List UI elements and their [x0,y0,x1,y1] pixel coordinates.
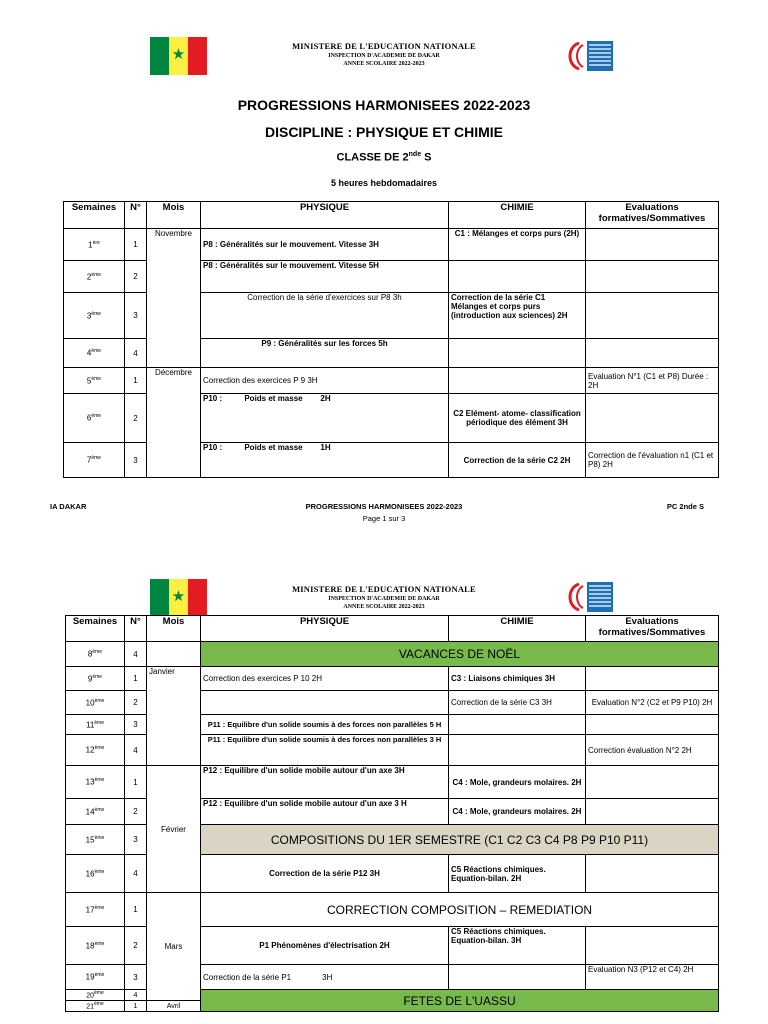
week-cell: 14ème [66,799,125,825]
footer-page: Page 1 sur 3 [362,514,406,523]
chimie-cell: Correction de la série C3 3H [449,691,586,715]
month-avril: Avril [147,1001,201,1012]
col-semaines: Semaines [66,616,125,642]
num-cell: 1 [125,766,147,799]
senegal-flag-icon: ★ [150,37,207,75]
senegal-flag-icon: ★ [150,579,207,617]
ministry-name: MINISTERE DE L'EDUCATION NATIONALE [292,584,476,594]
fetes-banner: FETES DE L'UASSU [201,990,719,1012]
physique-cell: P9 : Généralités sur les forces 5h [201,339,449,368]
chimie-cell: C5 Réactions chimiques. Equation-bilan. 2H [449,855,586,893]
ia-dakar-logo-icon [563,578,615,616]
table-row [66,893,719,927]
class-suffix: S [421,151,432,164]
table-row [66,766,719,799]
num-cell: 4 [125,339,147,368]
col-mois: Mois [147,616,201,642]
week-cell: 18ème [66,927,125,965]
chimie-cell: C5 Réactions chimiques. Equation-bilan. 3H [449,927,586,965]
footer-right: PC 2nde S [666,502,704,511]
physique-cell: Correction des exercices P 9 3H [201,368,449,394]
table-header-row [66,616,719,642]
physique-cell: P12 : Equilibre d'un solide mobile autour d'un axe 3 H [201,799,449,825]
chimie-cell: C2 Elément- atome- classification périodique des élément 3H [449,394,586,443]
ministry-header [270,584,498,610]
col-semaines: Semaines [64,202,125,229]
physique-cell: Correction de la série P1 3H [201,965,449,990]
eval-cell [586,229,719,261]
chimie-cell [449,339,586,368]
table-header-row [64,202,719,229]
chimie-cell: C1 : Mélanges et corps purs (2H) [449,229,586,261]
week-cell: 12ème [66,735,125,766]
col-mois: Mois [147,202,201,229]
eval-cell [586,339,719,368]
chimie-cell [449,735,586,766]
ia-dakar-logo-icon [563,37,615,75]
num-cell: 2 [125,799,147,825]
physique-cell: P8 : Généralités sur le mouvement. Vitesse 3H [201,229,449,261]
physique-cell [201,691,449,715]
eval-cell [586,855,719,893]
physique-cell: P8 : Généralités sur le mouvement. Vitesse 5H [201,261,449,293]
eval-cell [586,927,719,965]
progression-table-page2 [65,615,719,1012]
ministry-header [270,41,498,67]
num-cell: 3 [125,293,147,339]
physique-cell: P11 : Equilibre d'un solide soumis à des forces non parallèles 3 H [201,735,449,766]
chimie-cell: Correction de la série C2 2H [449,443,586,478]
physique-cell: P1 Phénomènes d'électrisation 2H [201,927,449,965]
inspection-name: INSPECTION D'ACADEMIE DE DAKAR [328,53,440,59]
school-year: ANNEE SCOLAIRE 2022-2023 [343,604,425,610]
col-num: N° [125,202,147,229]
num-cell: 3 [125,443,147,478]
table-row [64,368,719,394]
week-cell: 13ème [66,766,125,799]
month-empty-cell [147,642,201,667]
num-cell: 3 [125,965,147,990]
eval-cell [586,766,719,799]
chimie-cell: C4 : Mole, grandeurs molaires. 2H [449,799,586,825]
physique-cell: P10 : Poids et masse 2H [201,394,449,443]
week-cell: 9ème [66,667,125,691]
eval-cell: Evaluation N°2 (C2 et P9 P10) 2H [586,691,719,715]
num-cell: 2 [125,927,147,965]
num-cell: 2 [125,261,147,293]
eval-cell [586,715,719,735]
num-cell: 2 [125,691,147,715]
month-mars: Mars [147,893,201,1001]
week-cell: 3ème [64,293,125,339]
chimie-cell: C4 : Mole, grandeurs molaires. 2H [449,766,586,799]
eval-cell: Evaluation N3 (P12 et C4) 2H [586,965,719,990]
week-cell: 1ère [64,229,125,261]
week-cell: 17ème [66,893,125,927]
eval-cell [586,667,719,691]
eval-cell [586,799,719,825]
eval-cell: Correction évaluation N°2 2H [586,735,719,766]
week-cell: 21ème [66,1001,125,1012]
month-fevrier: Février [147,766,201,893]
vacances-banner: VACANCES DE NOËL [201,642,719,667]
num-cell: 1 [125,229,147,261]
chimie-cell [449,261,586,293]
chimie-cell [449,965,586,990]
footer-left: IA DAKAR [50,502,87,511]
discipline-title: DISCIPLINE : PHYSIQUE ET CHIMIE [264,124,504,140]
class-prefix: CLASSE DE 2 [336,151,409,164]
ministry-name: MINISTERE DE L'EDUCATION NATIONALE [292,41,476,51]
week-cell: 5ème [64,368,125,394]
eval-cell [586,293,719,339]
week-cell: 20ème [66,990,125,1001]
physique-cell: P12 : Equilibre d'un solide mobile autour d'un axe 3H [201,766,449,799]
chimie-cell [449,715,586,735]
week-cell: 7ème [64,443,125,478]
table-row [66,642,719,667]
table-row [66,667,719,691]
eval-cell: Correction de l'évaluation n1 (C1 et P8) 2H [586,443,719,478]
num-cell: 1 [125,893,147,927]
num-cell: 1 [125,1001,147,1012]
eval-cell [586,394,719,443]
col-evaluations: Evaluations formatives/Sommatives [586,202,719,229]
month-novembre: Novembre [147,229,201,368]
inspection-name: INSPECTION D'ACADEMIE DE DAKAR [328,596,440,602]
week-cell: 8ème [66,642,125,667]
physique-cell: P10 : Poids et masse 1H [201,443,449,478]
num-cell: 1 [125,368,147,394]
col-chimie: CHIMIE [449,616,586,642]
num-cell: 2 [125,394,147,443]
week-cell: 16ème [66,855,125,893]
table-row [64,229,719,261]
week-cell: 19ème [66,965,125,990]
physique-cell: P11 : Equilibre d'un solide soumis à des forces non parallèles 5 H [201,715,449,735]
num-cell: 4 [125,642,147,667]
eval-cell: Evaluation N°1 (C1 et P8) Durée : 2H [586,368,719,394]
month-decembre: Décembre [147,368,201,478]
month-janvier: Janvier [147,667,201,766]
correction-composition-banner: CORRECTION COMPOSITION – REMEDIATION [201,893,719,927]
compositions-banner: COMPOSITIONS DU 1ER SEMESTRE (C1 C2 C3 C4 P8 P9 P10 P11) [201,825,719,855]
eval-cell [586,261,719,293]
footer-center: PROGRESSIONS HARMONISEES 2022-2023 [305,502,463,511]
week-cell: 15ème [66,825,125,855]
num-cell: 3 [125,825,147,855]
class-title [0,151,768,164]
week-cell: 6ème [64,394,125,443]
week-cell: 4ème [64,339,125,368]
hours-title: 5 heures hebdomadaires [330,178,438,188]
col-num: N° [125,616,147,642]
physique-cell: Correction de la série P12 3H [201,855,449,893]
num-cell: 1 [125,667,147,691]
chimie-cell: Correction de la série C1 Mélanges et corps purs (introduction aux sciences) 2H [449,293,586,339]
num-cell: 4 [125,855,147,893]
col-chimie: CHIMIE [449,202,586,229]
progression-table-page1 [63,201,719,478]
col-evaluations: Evaluations formatives/Sommatives [586,616,719,642]
physique-cell: Correction des exercices P 10 2H [201,667,449,691]
main-title: PROGRESSIONS HARMONISEES 2022-2023 [237,97,531,113]
num-cell: 3 [125,715,147,735]
chimie-cell [449,368,586,394]
week-cell: 10ème [66,691,125,715]
num-cell: 4 [125,735,147,766]
class-sup: nde [408,151,422,158]
col-physique: PHYSIQUE [201,616,449,642]
week-cell: 11ème [66,715,125,735]
week-cell: 2ème [64,261,125,293]
school-year: ANNEE SCOLAIRE 2022-2023 [343,61,425,67]
col-physique: PHYSIQUE [201,202,449,229]
num-cell: 4 [125,990,147,1001]
physique-cell: Correction de la série d'exercices sur P8 3h [201,293,449,339]
chimie-cell: C3 : Liaisons chimiques 3H [449,667,586,691]
